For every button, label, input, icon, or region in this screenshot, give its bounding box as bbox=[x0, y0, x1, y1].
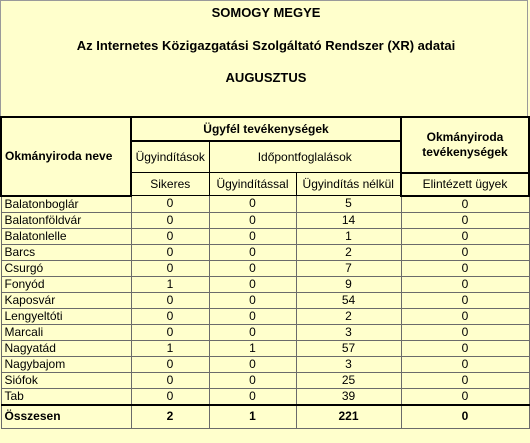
with-initiation-cell: 0 bbox=[209, 196, 296, 213]
completed-cases-cell: 0 bbox=[401, 212, 529, 228]
office-name-cell: Kaposvár bbox=[1, 292, 131, 308]
client-activities-header: Ügyfél tevékenységek bbox=[131, 117, 401, 141]
with-initiation-header: Ügyindítással bbox=[209, 173, 296, 196]
table-row bbox=[1, 244, 529, 260]
report-header bbox=[0, 0, 528, 116]
table-row bbox=[1, 292, 529, 308]
with-initiation-cell: 0 bbox=[209, 212, 296, 228]
office-name-cell: Balatonlelle bbox=[1, 228, 131, 244]
without-initiation-cell: 39 bbox=[296, 388, 401, 405]
successful-cell: 0 bbox=[131, 212, 209, 228]
without-initiation-cell: 25 bbox=[296, 372, 401, 388]
table-row bbox=[1, 196, 529, 213]
without-initiation-cell: 9 bbox=[296, 276, 401, 292]
completed-cases-cell: 0 bbox=[401, 308, 529, 324]
completed-cases-cell: 0 bbox=[401, 324, 529, 340]
table-row bbox=[1, 340, 529, 356]
with-initiation-cell: 0 bbox=[209, 244, 296, 260]
successful-cell: 0 bbox=[131, 388, 209, 405]
table-row bbox=[1, 308, 529, 324]
office-activities-header: Okmányiroda tevékenységek bbox=[401, 117, 529, 173]
total-row bbox=[1, 405, 529, 429]
statistics-table bbox=[0, 116, 530, 429]
without-initiation-cell: 3 bbox=[296, 356, 401, 372]
total-without-initiation: 221 bbox=[296, 405, 401, 429]
office-name-cell: Balatonföldvár bbox=[1, 212, 131, 228]
appointments-header: Időpontfoglalások bbox=[209, 141, 401, 173]
with-initiation-cell: 0 bbox=[209, 228, 296, 244]
completed-cases-cell: 0 bbox=[401, 228, 529, 244]
office-name-cell: Nagybajom bbox=[1, 356, 131, 372]
completed-cases-cell: 0 bbox=[401, 388, 529, 405]
completed-cases-cell: 0 bbox=[401, 356, 529, 372]
office-name-cell: Csurgó bbox=[1, 260, 131, 276]
table-row bbox=[1, 372, 529, 388]
without-initiation-cell: 2 bbox=[296, 308, 401, 324]
successful-cell: 0 bbox=[131, 244, 209, 260]
completed-cases-cell: 0 bbox=[401, 372, 529, 388]
table-row bbox=[1, 228, 529, 244]
office-name-cell: Tab bbox=[1, 388, 131, 405]
without-initiation-header: Ügyindítás nélkül bbox=[296, 173, 401, 196]
total-completed: 0 bbox=[401, 405, 529, 429]
without-initiation-cell: 3 bbox=[296, 324, 401, 340]
successful-cell: 0 bbox=[131, 324, 209, 340]
with-initiation-cell: 0 bbox=[209, 308, 296, 324]
office-name-header: Okmányiroda neve bbox=[1, 117, 131, 196]
county-title: SOMOGY MEGYE bbox=[211, 5, 321, 20]
successful-cell: 0 bbox=[131, 356, 209, 372]
office-name-cell: Nagyatád bbox=[1, 340, 131, 356]
without-initiation-cell: 5 bbox=[296, 196, 401, 213]
with-initiation-cell: 1 bbox=[209, 340, 296, 356]
table-row bbox=[1, 388, 529, 405]
successful-header: Sikeres bbox=[131, 173, 209, 196]
initiations-header: Ügyindítások bbox=[131, 141, 209, 173]
completed-cases-cell: 0 bbox=[401, 340, 529, 356]
table-row bbox=[1, 212, 529, 228]
office-name-cell: Balatonboglár bbox=[1, 196, 131, 213]
office-name-cell: Fonyód bbox=[1, 276, 131, 292]
successful-cell: 1 bbox=[131, 276, 209, 292]
total-label: Összesen bbox=[1, 405, 131, 429]
without-initiation-cell: 54 bbox=[296, 292, 401, 308]
successful-cell: 0 bbox=[131, 260, 209, 276]
with-initiation-cell: 0 bbox=[209, 372, 296, 388]
completed-cases-cell: 0 bbox=[401, 196, 529, 213]
with-initiation-cell: 0 bbox=[209, 260, 296, 276]
without-initiation-cell: 57 bbox=[296, 340, 401, 356]
without-initiation-cell: 1 bbox=[296, 228, 401, 244]
successful-cell: 1 bbox=[131, 340, 209, 356]
table-row bbox=[1, 276, 529, 292]
with-initiation-cell: 0 bbox=[209, 388, 296, 405]
table-row bbox=[1, 356, 529, 372]
without-initiation-cell: 14 bbox=[296, 212, 401, 228]
table-row bbox=[1, 324, 529, 340]
office-name-cell: Lengyeltóti bbox=[1, 308, 131, 324]
with-initiation-cell: 0 bbox=[209, 356, 296, 372]
completed-cases-cell: 0 bbox=[401, 244, 529, 260]
office-name-cell: Siófok bbox=[1, 372, 131, 388]
total-successful: 2 bbox=[131, 405, 209, 429]
completed-cases-header: Elintézett ügyek bbox=[401, 173, 529, 196]
report-subtitle: Az Internetes Közigazgatási Szolgáltató Rendszer (XR) adatai bbox=[76, 38, 456, 53]
with-initiation-cell: 0 bbox=[209, 276, 296, 292]
office-name-cell: Barcs bbox=[1, 244, 131, 260]
table-row bbox=[1, 260, 529, 276]
without-initiation-cell: 2 bbox=[296, 244, 401, 260]
successful-cell: 0 bbox=[131, 372, 209, 388]
month-title: AUGUSZTUS bbox=[225, 70, 307, 85]
successful-cell: 0 bbox=[131, 308, 209, 324]
successful-cell: 0 bbox=[131, 196, 209, 213]
successful-cell: 0 bbox=[131, 228, 209, 244]
completed-cases-cell: 0 bbox=[401, 260, 529, 276]
total-with-initiation: 1 bbox=[209, 405, 296, 429]
without-initiation-cell: 7 bbox=[296, 260, 401, 276]
office-name-cell: Marcali bbox=[1, 324, 131, 340]
with-initiation-cell: 0 bbox=[209, 292, 296, 308]
successful-cell: 0 bbox=[131, 292, 209, 308]
completed-cases-cell: 0 bbox=[401, 276, 529, 292]
with-initiation-cell: 0 bbox=[209, 324, 296, 340]
completed-cases-cell: 0 bbox=[401, 292, 529, 308]
